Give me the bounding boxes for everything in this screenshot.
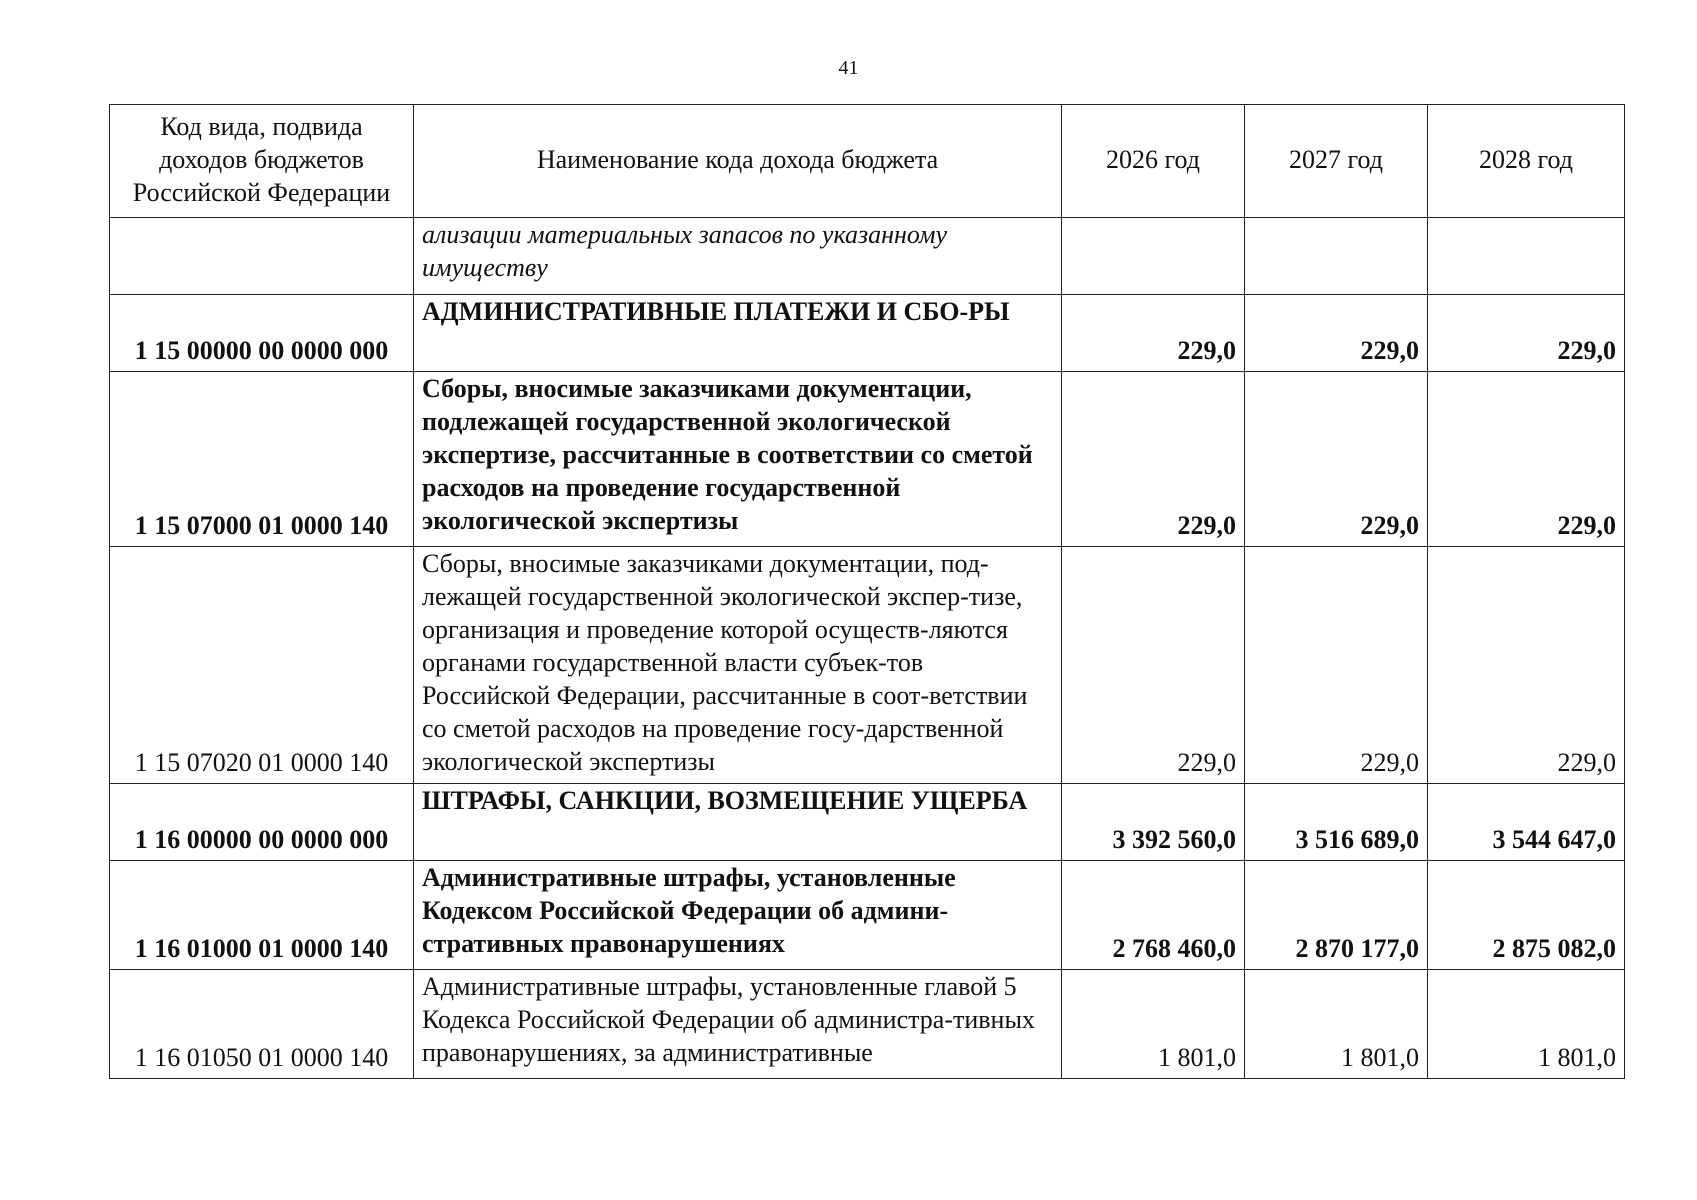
row-value-2027 [1245,218,1428,295]
row-value-2028: 1 801,0 [1428,970,1625,1079]
row-code: 1 16 01050 01 0000 140 [110,970,414,1079]
row-value-2028: 229,0 [1428,295,1625,372]
table-row [110,547,1625,784]
row-code: 1 15 07000 01 0000 140 [110,372,414,547]
row-name: ШТРАФЫ, САНКЦИИ, ВОЗМЕЩЕНИЕ УЩЕРБА [414,784,1062,861]
row-value-2026 [1062,218,1245,295]
row-code: 1 15 00000 00 0000 000 [110,295,414,372]
row-name: Сборы, вносимые заказчиками документации, под-лежащей государственной экологической экспер-тизе, организация и проведение которой осуществ-ляются органами государственной власти субъек-тов Российской Федерации, рассчитанные в соот-ветствии со сметой расходов на проведение госу-дарственной экологической экспертизы [414,547,1062,784]
header-2027: 2027 год [1245,105,1428,218]
row-value-2027: 229,0 [1245,547,1428,784]
budget-revenue-table [109,104,1625,1079]
table-header-row [110,105,1625,218]
header-name: Наименование кода дохода бюджета [414,105,1062,218]
table-row [110,372,1625,547]
row-name: АДМИНИСТРАТИВНЫЕ ПЛАТЕЖИ И СБО-РЫ [414,295,1062,372]
row-name: ализации материальных запасов по указанному имуществу [414,218,1062,295]
header-2028: 2028 год [1428,105,1625,218]
row-value-2028: 229,0 [1428,547,1625,784]
row-value-2028: 2 875 082,0 [1428,861,1625,970]
row-value-2028: 3 544 647,0 [1428,784,1625,861]
table-row [110,218,1625,295]
row-value-2026: 3 392 560,0 [1062,784,1245,861]
table-row [110,784,1625,861]
row-value-2028 [1428,218,1625,295]
row-name: Сборы, вносимые заказчиками документации, подлежащей государственной экологической экспертизе, рассчитанные в соответствии со сметой расходов на проведение государственной экологической экспертизы [414,372,1062,547]
table-row [110,295,1625,372]
row-code: 1 15 07020 01 0000 140 [110,547,414,784]
row-value-2027: 2 870 177,0 [1245,861,1428,970]
row-value-2026: 2 768 460,0 [1062,861,1245,970]
row-name: Административные штрафы, установленные главой 5 Кодекса Российской Федерации об администра-тивных правонарушениях, за административные [414,970,1062,1079]
row-value-2026: 1 801,0 [1062,970,1245,1079]
header-2026: 2026 год [1062,105,1245,218]
row-code [110,218,414,295]
row-code: 1 16 00000 00 0000 000 [110,784,414,861]
row-value-2026: 229,0 [1062,372,1245,547]
row-code: 1 16 01000 01 0000 140 [110,861,414,970]
row-value-2027: 1 801,0 [1245,970,1428,1079]
row-value-2026: 229,0 [1062,295,1245,372]
table-row [110,970,1625,1079]
row-value-2027: 229,0 [1245,372,1428,547]
row-value-2027: 229,0 [1245,295,1428,372]
page-number: 41 [838,57,859,79]
header-code: Код вида, подвида доходов бюджетов Российской Федерации [110,105,414,218]
row-value-2028: 229,0 [1428,372,1625,547]
row-value-2027: 3 516 689,0 [1245,784,1428,861]
row-value-2026: 229,0 [1062,547,1245,784]
table-row [110,861,1625,970]
row-name: Административные штрафы, установленные Кодексом Российской Федерации об админи-стративных правонарушениях [414,861,1062,970]
